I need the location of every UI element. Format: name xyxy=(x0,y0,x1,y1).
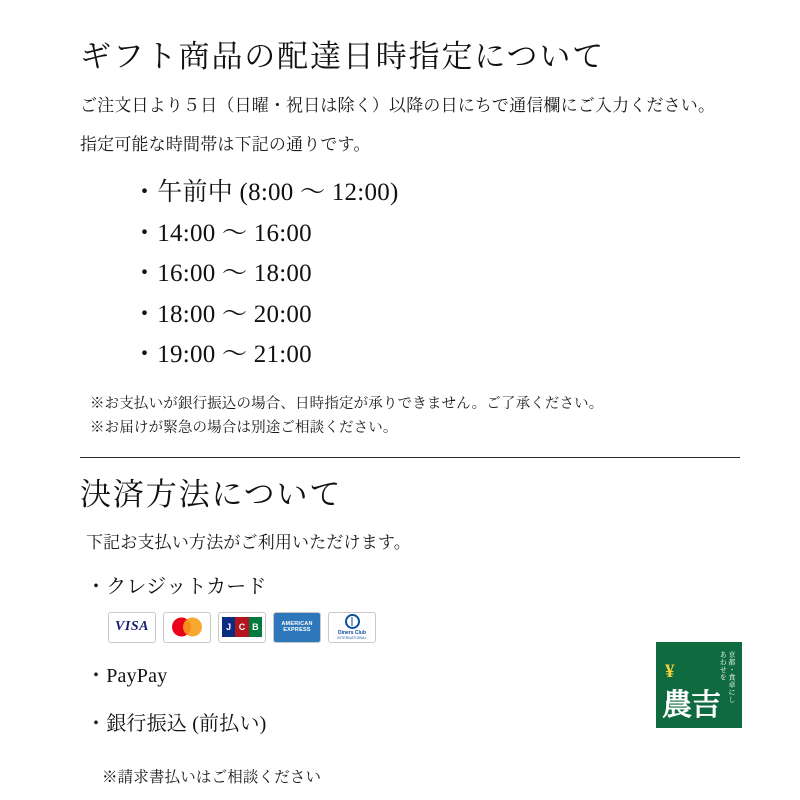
amex-line-2: EXPRESS xyxy=(283,627,311,634)
section-divider xyxy=(80,457,740,458)
amex-card-logo xyxy=(273,612,321,643)
jcb-segment-j: J xyxy=(222,617,235,637)
delivery-section-title: ギフト商品の配達日時指定について xyxy=(80,39,606,74)
payment-intro-text: 下記お支払い方法がご利用いただけます。 xyxy=(86,532,411,552)
payment-method-paypay: ・PayPay xyxy=(86,664,168,687)
time-slot-item: ・16:00 〜 18:00 xyxy=(132,260,312,288)
payment-invoice-note: ※請求書払いはご相談ください xyxy=(102,768,322,786)
time-slot-item: ・18:00 〜 20:00 xyxy=(132,300,312,328)
delivery-time-slot-list xyxy=(80,173,740,376)
diners-club-logo xyxy=(328,612,376,643)
payment-method-bank-transfer: ・銀行振込 (前払い) xyxy=(86,712,267,735)
diners-split-circle-icon xyxy=(345,614,360,629)
card-brand-logos xyxy=(86,612,740,643)
delivery-note-urgent: ※お届けが緊急の場合は別途ご相談ください。 xyxy=(90,420,398,437)
payment-method-list xyxy=(80,572,740,739)
jcb-card-logo xyxy=(218,612,266,643)
logo-brand-name: 農吉 xyxy=(662,689,720,722)
diners-line-2: INTERNATIONAL xyxy=(337,636,367,641)
delivery-lead-line-2: 指定可能な時間帯は下記の通りです。 xyxy=(80,134,371,154)
payment-method-credit-card: ・クレジットカード xyxy=(86,575,267,598)
jcb-segment-b: B xyxy=(249,617,262,637)
time-slot-item: ・14:00 〜 16:00 xyxy=(132,219,312,247)
visa-card-logo: VISA xyxy=(108,612,156,643)
diners-line-1: Diners Club xyxy=(337,630,367,637)
delivery-notes xyxy=(80,392,740,441)
logo-mark-icon: ¥ xyxy=(665,661,675,682)
mastercard-logo xyxy=(163,612,211,643)
delivery-note-bank-transfer: ※お支払いが銀行振込の場合、日時指定が承りできません。ご了承ください。 xyxy=(90,395,604,412)
mastercard-yellow-circle xyxy=(183,618,202,637)
payment-section-title: 決済方法について xyxy=(80,477,343,512)
time-slot-item: ・午前中 (8:00 〜 12:00) xyxy=(132,179,399,207)
jcb-segment-c: C xyxy=(235,617,248,637)
company-logo xyxy=(656,642,742,728)
logo-tagline: 京都・食卓にしあわせを xyxy=(719,651,736,704)
amex-line-1: AMERICAN xyxy=(281,620,313,627)
time-slot-item: ・19:00 〜 21:00 xyxy=(132,341,312,369)
delivery-lead-line-1: ご注文日より５日（日曜・祝日は除く）以降の日にちで通信欄にご入力ください。 xyxy=(80,95,716,115)
